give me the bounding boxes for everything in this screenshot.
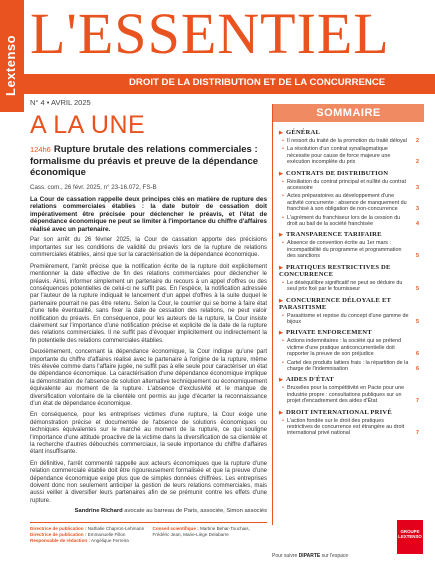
issue-number: N° 4 • AVRIL 2025 [30, 98, 91, 107]
sommaire-page-number: 3 [416, 185, 419, 192]
sommaire-item[interactable] [287, 240, 419, 259]
sommaire-item-text: Parasitisme et reprise du concept d'une gamme de bijoux [287, 312, 409, 325]
sommaire-page-number: 6 [416, 365, 419, 372]
sommaire-item[interactable] [287, 193, 419, 212]
sommaire-section [279, 376, 419, 404]
sommaire-category[interactable]: ▶ AIDES D'ÉTAT [279, 376, 419, 383]
article-author [30, 508, 267, 514]
sommaire-item[interactable] [287, 360, 419, 373]
credits-footer [30, 522, 267, 544]
sommaire-page-number: 2 [416, 159, 419, 166]
sommaire-item-text: La résolution d'un contrat synallagmatique nécessite pour cause de force majeure une exécution incomplète du prix [287, 146, 391, 166]
article-paragraph: Premièrement, l'arrêt précise que la notification écrite de la rupture doit explicitement mentionner la date effective de fin des relations commerciales pour déclencher le préavis. Ainsi, informer simplement un partenaire du recours à un appel d'offres ou des conséquences potentielles de celui-ci ne suffit pas. En l'espèce, la notification adressée par l'auteur de la rupture indiquait le lancement d'un appel d'offres à la suite duquel le partenaire pourrait ne pas être retenu. Selon la Cour, le courrier qui se borne à faire état d'une telle éventualité, sans fixer la date de cessation des relations, ne peut valoir notification du préavis. En conséquence, pour les auteurs de la rupture, la Cour insiste clairement sur l'importance d'une notification précise et explicite de la date de la rupture des relations commerciales. Il ne suffit pas d'évoquer implicitement ou indirectement la fin potentielle des relations commerciales établies. [30, 263, 267, 344]
article-kicker: 124h6 [30, 145, 51, 154]
sommaire-item-text: Bruxelles pour la compétitivité en Pacte pour une industrie propre : consultations publiques sur un projet d'encadrement des aides d'État [287, 385, 405, 405]
publisher-logo: GROUPE LEXTENSO [397, 520, 423, 554]
sommaire-page-number: 2 [416, 138, 419, 144]
author-name: Sandrine Richard [74, 508, 123, 515]
sommaire-item-text: Il ressort du traité de la promotion du traité déloyal [287, 138, 407, 144]
case-reference: Cass. com., 26 févr. 2025, n° 23-16.072, FS-B [30, 183, 157, 191]
sommaire-item-text: Actions indemnitaires : la société qui se prétend victime d'une pratique anticoncurrentielle doit rapporter la preuve de son préjudice [287, 338, 402, 358]
article-paragraph: En conséquence, pour les entreprises victimes d'une rupture, la Cour exige une démonstration précise et documentée de l'absence de solutions économiques ou techniques équivalentes sur le marché au moment de la rupture, ce qui souligne l'importance d'une attitude proactive de la victime dans la diversification de sa clientèle et la recherche d'autres débouchés commerciaux, la seule importance du chiffre d'affaires étant insuffisante. [30, 412, 267, 456]
sommaire-page-number: 5 [416, 286, 419, 293]
sommaire-item-text: Le déséquilibre significatif ne peut se déduire du seul prix fixé par le fournisseur [287, 279, 403, 293]
sommaire-item-text: L'agrément du franchiseur lors de la cession du droit au bail de la société franchisée [287, 214, 401, 228]
masthead-title: L'ESSENTIEL [30, 1, 390, 66]
sommaire-category[interactable]: ▶ CONTRATS DE DISTRIBUTION [279, 170, 419, 177]
sommaire-item-text: Absence de convention écrite au 1er mars : incompatibilité du programme et programmation des sanctions [287, 240, 402, 260]
sommaire-section [279, 129, 419, 166]
brand-strip [0, 0, 24, 112]
sommaire-page-number: 4 [416, 221, 419, 228]
sommaire-section [279, 329, 419, 372]
sommaire-page-number: 7 [416, 398, 419, 405]
masthead-subtitle: DROIT DE LA DISTRIBUTION ET DE LA CONCURRENCE [129, 77, 386, 88]
main-article [30, 110, 267, 514]
sommaire-category[interactable]: ▶ GÉNÉRAL [279, 129, 419, 136]
sommaire-item[interactable] [287, 338, 419, 357]
sommaire-category[interactable]: ▶ TRANSPARENCE TARIFAIRE [279, 231, 419, 238]
sommaire-item-text: Cartel des produits laitiers frais : la répartition de la charge de l'indemnisation [287, 359, 409, 372]
external-link[interactable]: Pour suivre DIPARTE sur l'espace [272, 553, 349, 559]
credits-columns [30, 526, 267, 544]
sommaire-category[interactable]: ▶ DROIT INTERNATIONAL PRIVÉ [279, 409, 419, 416]
sommaire-page-number: 7 [416, 430, 419, 437]
sommaire-page-number: 5 [416, 318, 419, 325]
section-title: A LA UNE [30, 111, 146, 139]
sommaire-item[interactable] [287, 280, 419, 293]
sommaire-section [279, 297, 419, 326]
sommaire-item[interactable] [287, 313, 419, 326]
sommaire-item-text: Actes préparatoires au développement d'une activité concurrente : absence de manquement du franchisé à son obligation de non-concurrence [287, 193, 407, 213]
sommaire-category[interactable]: ▶ PRIVATE ENFORCEMENT [279, 329, 419, 336]
headline-text: Rupture brutale des relations commerciales : formalisme du préavis et preuve de la dépendance économique [30, 144, 259, 178]
article-paragraph: Deuxièmement, concernant la dépendance économique, la Cour indique qu'une part importante du chiffre d'affaires réalisé avec le partenaire à l'origine de la rupture, même très élevée comme dans l'affaire jugée, ne suffit pas à elle seule pour caractériser un état de dépendance économique. La caractérisation d'une dépendance économique implique la démonstration de l'absence de solution alternative techniquement ou économiquement équivalente au moment de la rupture. L'absence d'exclusivité et le manque de diversification volontaire de la clientèle ont permis au juge d'écarter la reconnaissance d'un état de dépendance économique. [30, 349, 267, 407]
sommaire-page-number: 6 [416, 351, 419, 358]
sommaire-item[interactable] [287, 418, 419, 437]
sommaire-section [279, 409, 419, 437]
sommaire-page-number: 3 [416, 206, 419, 213]
article-paragraph: En définitive, l'arrêt commenté rappelle aux acteurs économiques que la rupture d'une relation commerciale établie doit être rigoureusement formalisée et que la preuve d'une dépendance économique exige plus que de simples données chiffrées. Les entreprises doivent donc non seulement anticiper la gestion de leurs relations commerciales, mais aussi veiller à diversifier leurs partenaires afin de se prémunir contre les effets d'une rupture. [30, 460, 267, 504]
sommaire-list [273, 122, 424, 437]
article-paragraph: Par son arrêt du 26 février 2025, la Cour de cassation apporte des précisions importantes sur les conditions de validité du préavis lors de la rupture de relations commerciales établies, ainsi que sur la caractérisation de la dépendance économique. [30, 237, 267, 259]
sommaire-category[interactable]: ▶ CONCURRENCE DÉLOYALE ET PARASITISME [279, 297, 419, 311]
sommaire-sidebar [272, 104, 424, 525]
sommaire-section [279, 231, 419, 259]
article-lead: La Cour de cassation rappelle deux principes clés en matière de rupture des relations commerciales établies : la date butoir de cessation doit impérativement être précisée pour déclencher le préavis, et l'état de dépendance économique ne peut se limiter à l'importance du chiffre d'affaires réalisé avec un partenaire. [30, 195, 267, 233]
sommaire-section [279, 170, 419, 228]
sommaire-section [279, 264, 419, 293]
sommaire-title: SOMMAIRE [273, 104, 424, 122]
sommaire-item[interactable] [287, 138, 419, 144]
author-role: avocate au barreau de Paris, associée, Simon associés [124, 508, 267, 515]
sommaire-item[interactable] [287, 385, 419, 404]
link-name: DIPARTE [298, 553, 321, 559]
sommaire-item-text: L'action fondée sur le droit des pratiques restrictives de concurrence est étrangère au droit international privé national [287, 417, 405, 437]
masthead [24, 0, 435, 88]
credit-column: Conseil scientifique : Martine Behar-Touchais, Frédéric Jean, Marie-Liège Delabarre [152, 526, 250, 537]
sommaire-item[interactable] [287, 215, 419, 228]
sommaire-item-text: Résiliation du contrat principal et nullité du contrat accessoire [287, 178, 406, 192]
sommaire-item[interactable] [287, 146, 419, 165]
sommaire-page-number: 5 [416, 253, 419, 260]
credit-column: Directrice de publication : Nathalie Chapron-Lehmann Directrice de publication : Emmanuelle Fillon Responsable de rédaction : Angélique Ferreira [30, 526, 145, 543]
sommaire-category[interactable]: ▶ PRATIQUES RESTRICTIVES DE CONCURRENCE [279, 264, 419, 278]
article-headline [30, 144, 267, 179]
brand-vertical-text: Lextenso [3, 34, 18, 96]
sommaire-item[interactable] [287, 179, 419, 192]
